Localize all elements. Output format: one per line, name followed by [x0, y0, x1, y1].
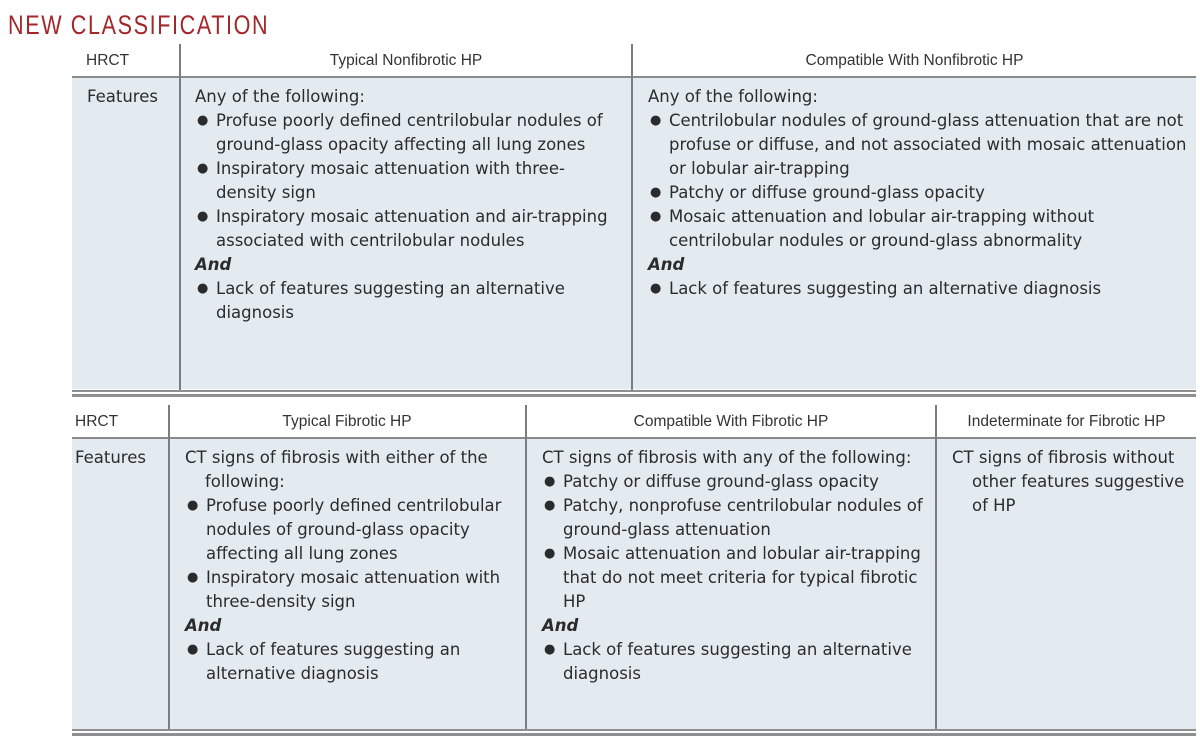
table2-header-typical: Typical Fibrotic HP	[282, 413, 412, 430]
table1-typical-cell	[181, 77, 621, 325]
table2-indeterminate-cell	[938, 438, 1192, 518]
table2-header-indeterminate: Indeterminate for Fibrotic HP	[967, 413, 1166, 430]
table1-compatible-cell	[634, 77, 1196, 301]
list-item: ● Inspiratory mosaic attenuation with three-density sign	[187, 568, 501, 611]
table2-col-divider	[525, 405, 527, 729]
and-connector: And	[648, 255, 685, 274]
table2-header-compatible: Compatible With Fibrotic HP	[633, 413, 829, 430]
table2-row-label	[72, 438, 168, 470]
table2-col-divider	[935, 405, 937, 729]
page-title: NEW CLASSIFICATION	[8, 10, 270, 40]
table2-typical-cell	[170, 438, 522, 686]
nonfibrotic-table	[72, 44, 1196, 397]
list-item: ● Centrilobular nodules of ground-glass attenuation that are not profuse or diffuse, and not associated with mosaic attenuation or lobular air-trapping	[650, 111, 1187, 178]
features-label: Features	[87, 87, 158, 106]
list-item: ● Lack of features suggesting an alternative diagnosis	[544, 640, 912, 683]
list-item: ● Inspiratory mosaic attenuation with three-density sign	[197, 159, 565, 202]
typical-nonfibrotic-intro: Any of the following:	[195, 87, 365, 106]
compatible-nonfibrotic-intro: Any of the following:	[648, 87, 818, 106]
table2-bottom-rule	[72, 733, 1196, 736]
table1-row-label	[72, 77, 179, 109]
and-connector: And	[195, 255, 232, 274]
features-label: Features	[75, 448, 146, 467]
fibrotic-table	[72, 405, 1196, 743]
list-item: ● Lack of features suggesting an alternative diagnosis	[650, 279, 1102, 298]
table1-col-divider	[631, 44, 633, 390]
typical-fibrotic-intro: CT signs of fibrosis with either of the following:	[185, 448, 488, 491]
table2-col-divider	[168, 405, 170, 729]
list-item: ● Patchy, nonprofuse centrilobular nodules of ground-glass attenuation	[544, 496, 923, 539]
list-item: ● Profuse poorly defined centrilobular nodules of ground-glass opacity affecting all lung zones	[197, 111, 603, 154]
table2-compatible-cell	[528, 438, 928, 686]
list-item: ● Profuse poorly defined centrilobular nodules of ground-glass opacity affecting all lung zones	[187, 496, 502, 563]
list-item: ● Lack of features suggesting an alternative diagnosis	[187, 640, 461, 683]
list-item: ● Mosaic attenuation and lobular air-trapping without centrilobular nodules or ground-glass abnormality	[650, 207, 1095, 250]
list-item: ● Inspiratory mosaic attenuation and air-trapping associated with centrilobular nodules	[197, 207, 608, 250]
table1-header-typical: Typical Nonfibrotic HP	[329, 52, 483, 69]
and-connector: And	[542, 616, 579, 635]
table2-header-divider	[72, 437, 1196, 439]
list-item: ● Patchy or diffuse ground-glass opacity	[544, 472, 879, 491]
table1-col-divider	[179, 44, 181, 390]
list-item: ● Lack of features suggesting an alternative diagnosis	[197, 279, 565, 322]
compatible-fibrotic-intro: CT signs of fibrosis with any of the following:	[542, 448, 912, 467]
table1-bottom-rule	[72, 394, 1196, 397]
table2-header-hrct: HRCT	[75, 413, 119, 430]
table1-header-compatible: Compatible With Nonfibrotic HP	[805, 52, 1024, 69]
table1-header-hrct: HRCT	[86, 52, 130, 69]
table1-header-divider	[72, 76, 1196, 78]
table1-bottom-rule	[72, 390, 1196, 392]
table2-bottom-rule	[72, 729, 1196, 731]
indeterminate-fibrotic-intro: CT signs of fibrosis without other features suggestive of HP	[952, 448, 1185, 515]
list-item: ● Mosaic attenuation and lobular air-trapping that do not meet criteria for typical fibrotic HP	[544, 544, 921, 611]
list-item: ● Patchy or diffuse ground-glass opacity	[650, 183, 985, 202]
and-connector: And	[185, 616, 222, 635]
